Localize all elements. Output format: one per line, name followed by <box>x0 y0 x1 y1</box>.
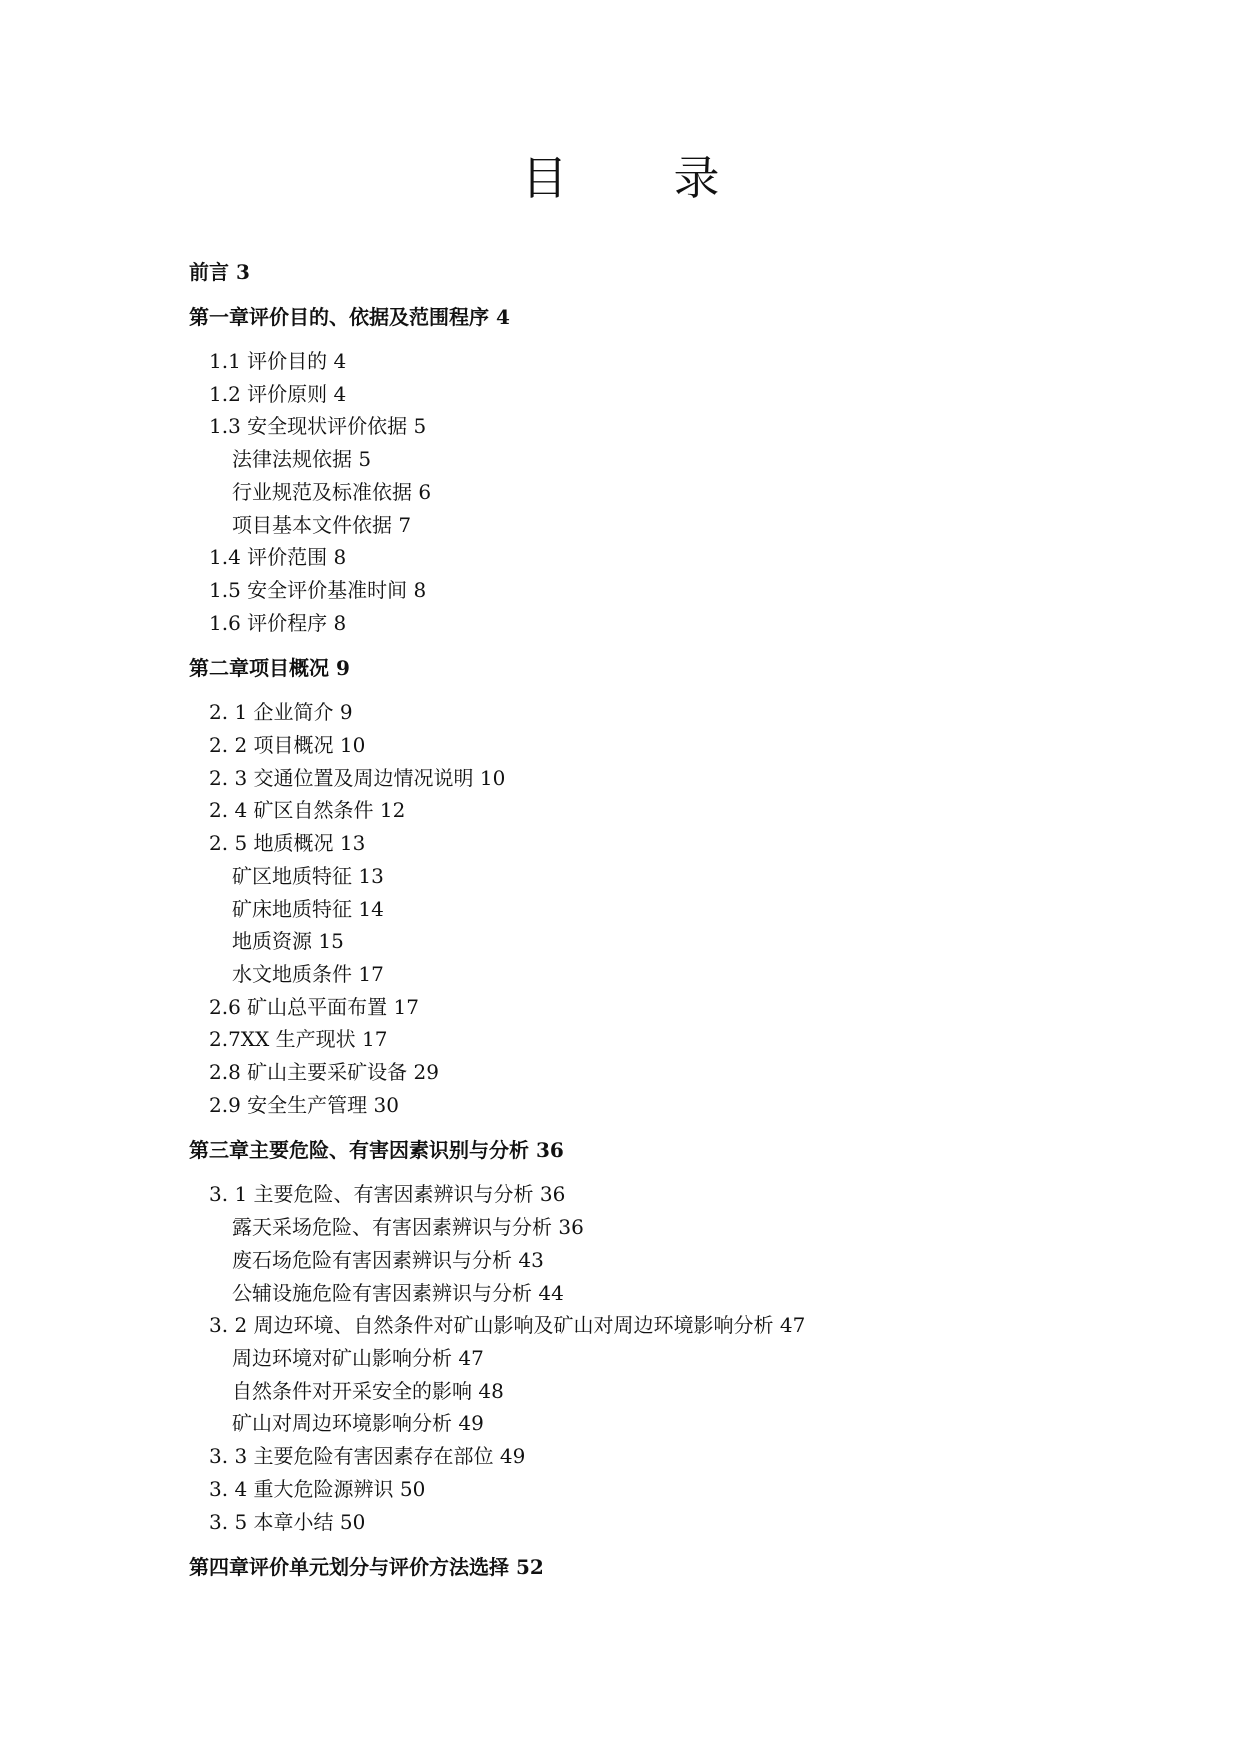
toc-section-entry[interactable]: 3. 4 重大危险源辨识 50 <box>209 1476 426 1501</box>
toc-sub-entry[interactable]: 法律法规依据 5 <box>232 447 372 472</box>
toc-section-entry[interactable]: 1.3 安全现状评价依据 5 <box>209 414 427 439</box>
toc-sub-entry[interactable]: 矿床地质特征 14 <box>232 896 384 921</box>
toc-section-entry[interactable]: 2.8 矿山主要采矿设备 29 <box>209 1060 439 1085</box>
toc-sub-entry[interactable]: 废石场危险有害因素辨识与分析 43 <box>232 1247 544 1272</box>
toc-section-entry[interactable]: 2.7XX 生产现状 17 <box>209 1027 388 1052</box>
toc-section-entry[interactable]: 3. 2 周边环境、自然条件对矿山影响及矿山对周边环境影响分析 47 <box>209 1313 806 1338</box>
table-of-contents <box>189 256 1129 1595</box>
toc-sub-entry[interactable]: 周边环境对矿山影响分析 47 <box>232 1345 484 1370</box>
toc-section-entry[interactable]: 2.9 安全生产管理 30 <box>209 1092 399 1117</box>
toc-sub-entry[interactable]: 露天采场危险、有害因素辨识与分析 36 <box>232 1215 584 1240</box>
toc-section-entry[interactable]: 3. 5 本章小结 50 <box>209 1509 366 1534</box>
toc-sub-entry[interactable]: 行业规范及标准依据 6 <box>232 479 432 504</box>
toc-sub-entry[interactable]: 项目基本文件依据 7 <box>232 512 412 537</box>
toc-sub-entry[interactable]: 矿区地质特征 13 <box>232 863 384 888</box>
toc-section-entry[interactable]: 1.4 评价范围 8 <box>209 545 347 570</box>
toc-section-entry[interactable]: 3. 1 主要危险、有害因素辨识与分析 36 <box>209 1182 566 1207</box>
toc-chapter-entry[interactable]: 第二章项目概况 9 <box>189 656 350 681</box>
toc-sub-entry[interactable]: 矿山对周边环境影响分析 49 <box>232 1411 484 1436</box>
toc-chapter-entry[interactable]: 第四章评价单元划分与评价方法选择 52 <box>189 1555 544 1580</box>
toc-section-entry[interactable]: 1.1 评价目的 4 <box>209 349 347 373</box>
page-title: 目 录 <box>521 151 750 205</box>
toc-chapter-entry[interactable]: 第三章主要危险、有害因素识别与分析 36 <box>189 1138 564 1163</box>
toc-section-entry[interactable]: 2. 2 项目概况 10 <box>209 733 366 758</box>
toc-sub-entry[interactable]: 地质资源 15 <box>232 929 344 954</box>
toc-section-entry[interactable]: 1.5 安全评价基准时间 8 <box>209 577 427 602</box>
toc-section-entry[interactable]: 2. 1 企业简介 9 <box>209 700 353 725</box>
toc-section-entry[interactable]: 2. 4 矿区自然条件 12 <box>209 798 406 823</box>
toc-section-entry[interactable]: 1.2 评价原则 4 <box>209 381 347 406</box>
toc-sub-entry[interactable]: 公辅设施危险有害因素辨识与分析 44 <box>232 1280 564 1305</box>
toc-section-entry[interactable]: 2. 3 交通位置及周边情况说明 10 <box>209 765 506 790</box>
toc-sub-entry[interactable]: 自然条件对开采安全的影响 48 <box>232 1378 504 1403</box>
toc-section-entry[interactable]: 3. 3 主要危险有害因素存在部位 49 <box>209 1444 526 1469</box>
toc-section-entry[interactable]: 2.6 矿山总平面布置 17 <box>209 994 419 1019</box>
toc-section-entry[interactable]: 2. 5 地质概况 13 <box>209 831 366 856</box>
toc-chapter-entry[interactable]: 第一章评价目的、依据及范围程序 4 <box>189 305 510 329</box>
toc-sub-entry[interactable]: 水文地质条件 17 <box>232 961 384 986</box>
toc-chapter-entry[interactable]: 前言 3 <box>189 260 250 284</box>
toc-section-entry[interactable]: 1.6 评价程序 8 <box>209 610 347 635</box>
